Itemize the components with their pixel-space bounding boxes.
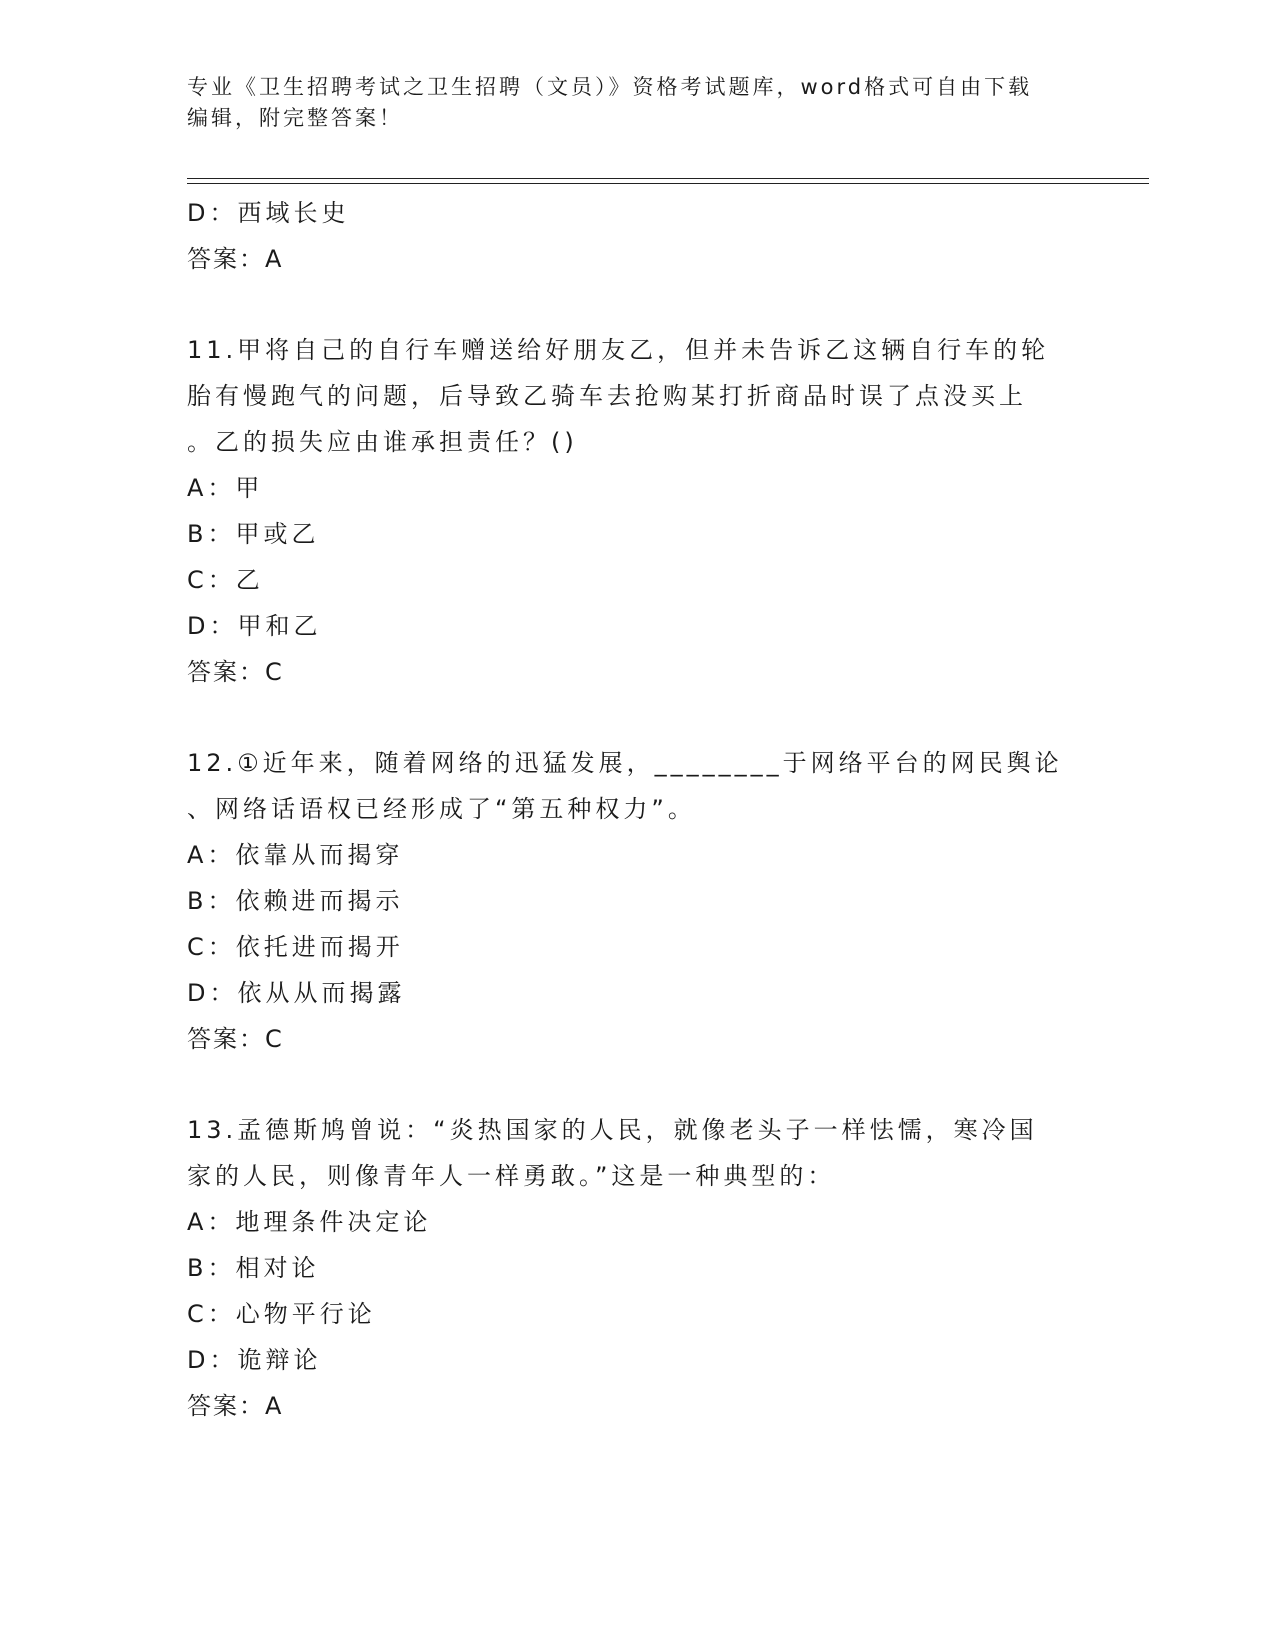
document-header: [187, 72, 1087, 134]
option-a: A：地理条件决定论: [187, 1208, 432, 1236]
question-text: [187, 327, 1077, 465]
option-d: D：甲和乙: [187, 612, 322, 640]
question-text-line: 13.孟德斯鸠曾说：“炎热国家的人民，就像老头子一样怯懦，寒冷国: [187, 1116, 1038, 1144]
option-a: A：依靠从而揭穿: [187, 841, 404, 869]
option-b: B：甲或乙: [187, 520, 320, 548]
option-d: D：诡辩论: [187, 1346, 322, 1374]
previous-question-tail: [187, 190, 1087, 282]
header-line-1: 专业《卫生招聘考试之卫生招聘（文员）》资格考试题库，word格式可自由下载: [187, 75, 1033, 99]
option-c: C：心物平行论: [187, 1300, 376, 1328]
question-text-line: 11.甲将自己的自行车赠送给好朋友乙，但并未告诉乙这辆自行车的轮: [187, 336, 1050, 364]
answer-line: 答案：C: [187, 658, 284, 686]
option-d: D：依从从而揭露: [187, 979, 406, 1007]
option-c: C：依托进而揭开: [187, 933, 404, 961]
answer-line: 答案：A: [187, 245, 284, 273]
option-b: B：依赖进而揭示: [187, 887, 404, 915]
question-text-line: 。乙的损失应由谁承担责任？(): [187, 428, 578, 456]
question-text: [187, 740, 1077, 832]
header-divider-top: [187, 178, 1149, 179]
question-13: [187, 1107, 1087, 1429]
header-line-2: 编辑，附完整答案！: [187, 106, 403, 130]
option-c: C：乙: [187, 566, 264, 594]
answer-line: 答案：C: [187, 1025, 284, 1053]
answer-line: 答案：A: [187, 1392, 284, 1420]
option-a: A：甲: [187, 474, 264, 502]
question-12: [187, 740, 1087, 1062]
question-text: [187, 1107, 1077, 1199]
option-b: B：相对论: [187, 1254, 320, 1282]
header-divider-bottom: [187, 183, 1149, 184]
question-text-line: 、网络话语权已经形成了“第五种权力”。: [187, 795, 696, 823]
question-text-line: 12.①近年来，随着网络的迅猛发展，________于网络平台的网民舆论: [187, 749, 1063, 777]
option-d: D：西域长史: [187, 199, 350, 227]
question-11: [187, 327, 1087, 695]
question-text-line: 家的人民，则像青年人一样勇敢。”这是一种典型的：: [187, 1162, 836, 1190]
document-body: [187, 190, 1087, 1429]
question-text-line: 胎有慢跑气的问题，后导致乙骑车去抢购某打折商品时误了点没买上: [187, 382, 1027, 410]
